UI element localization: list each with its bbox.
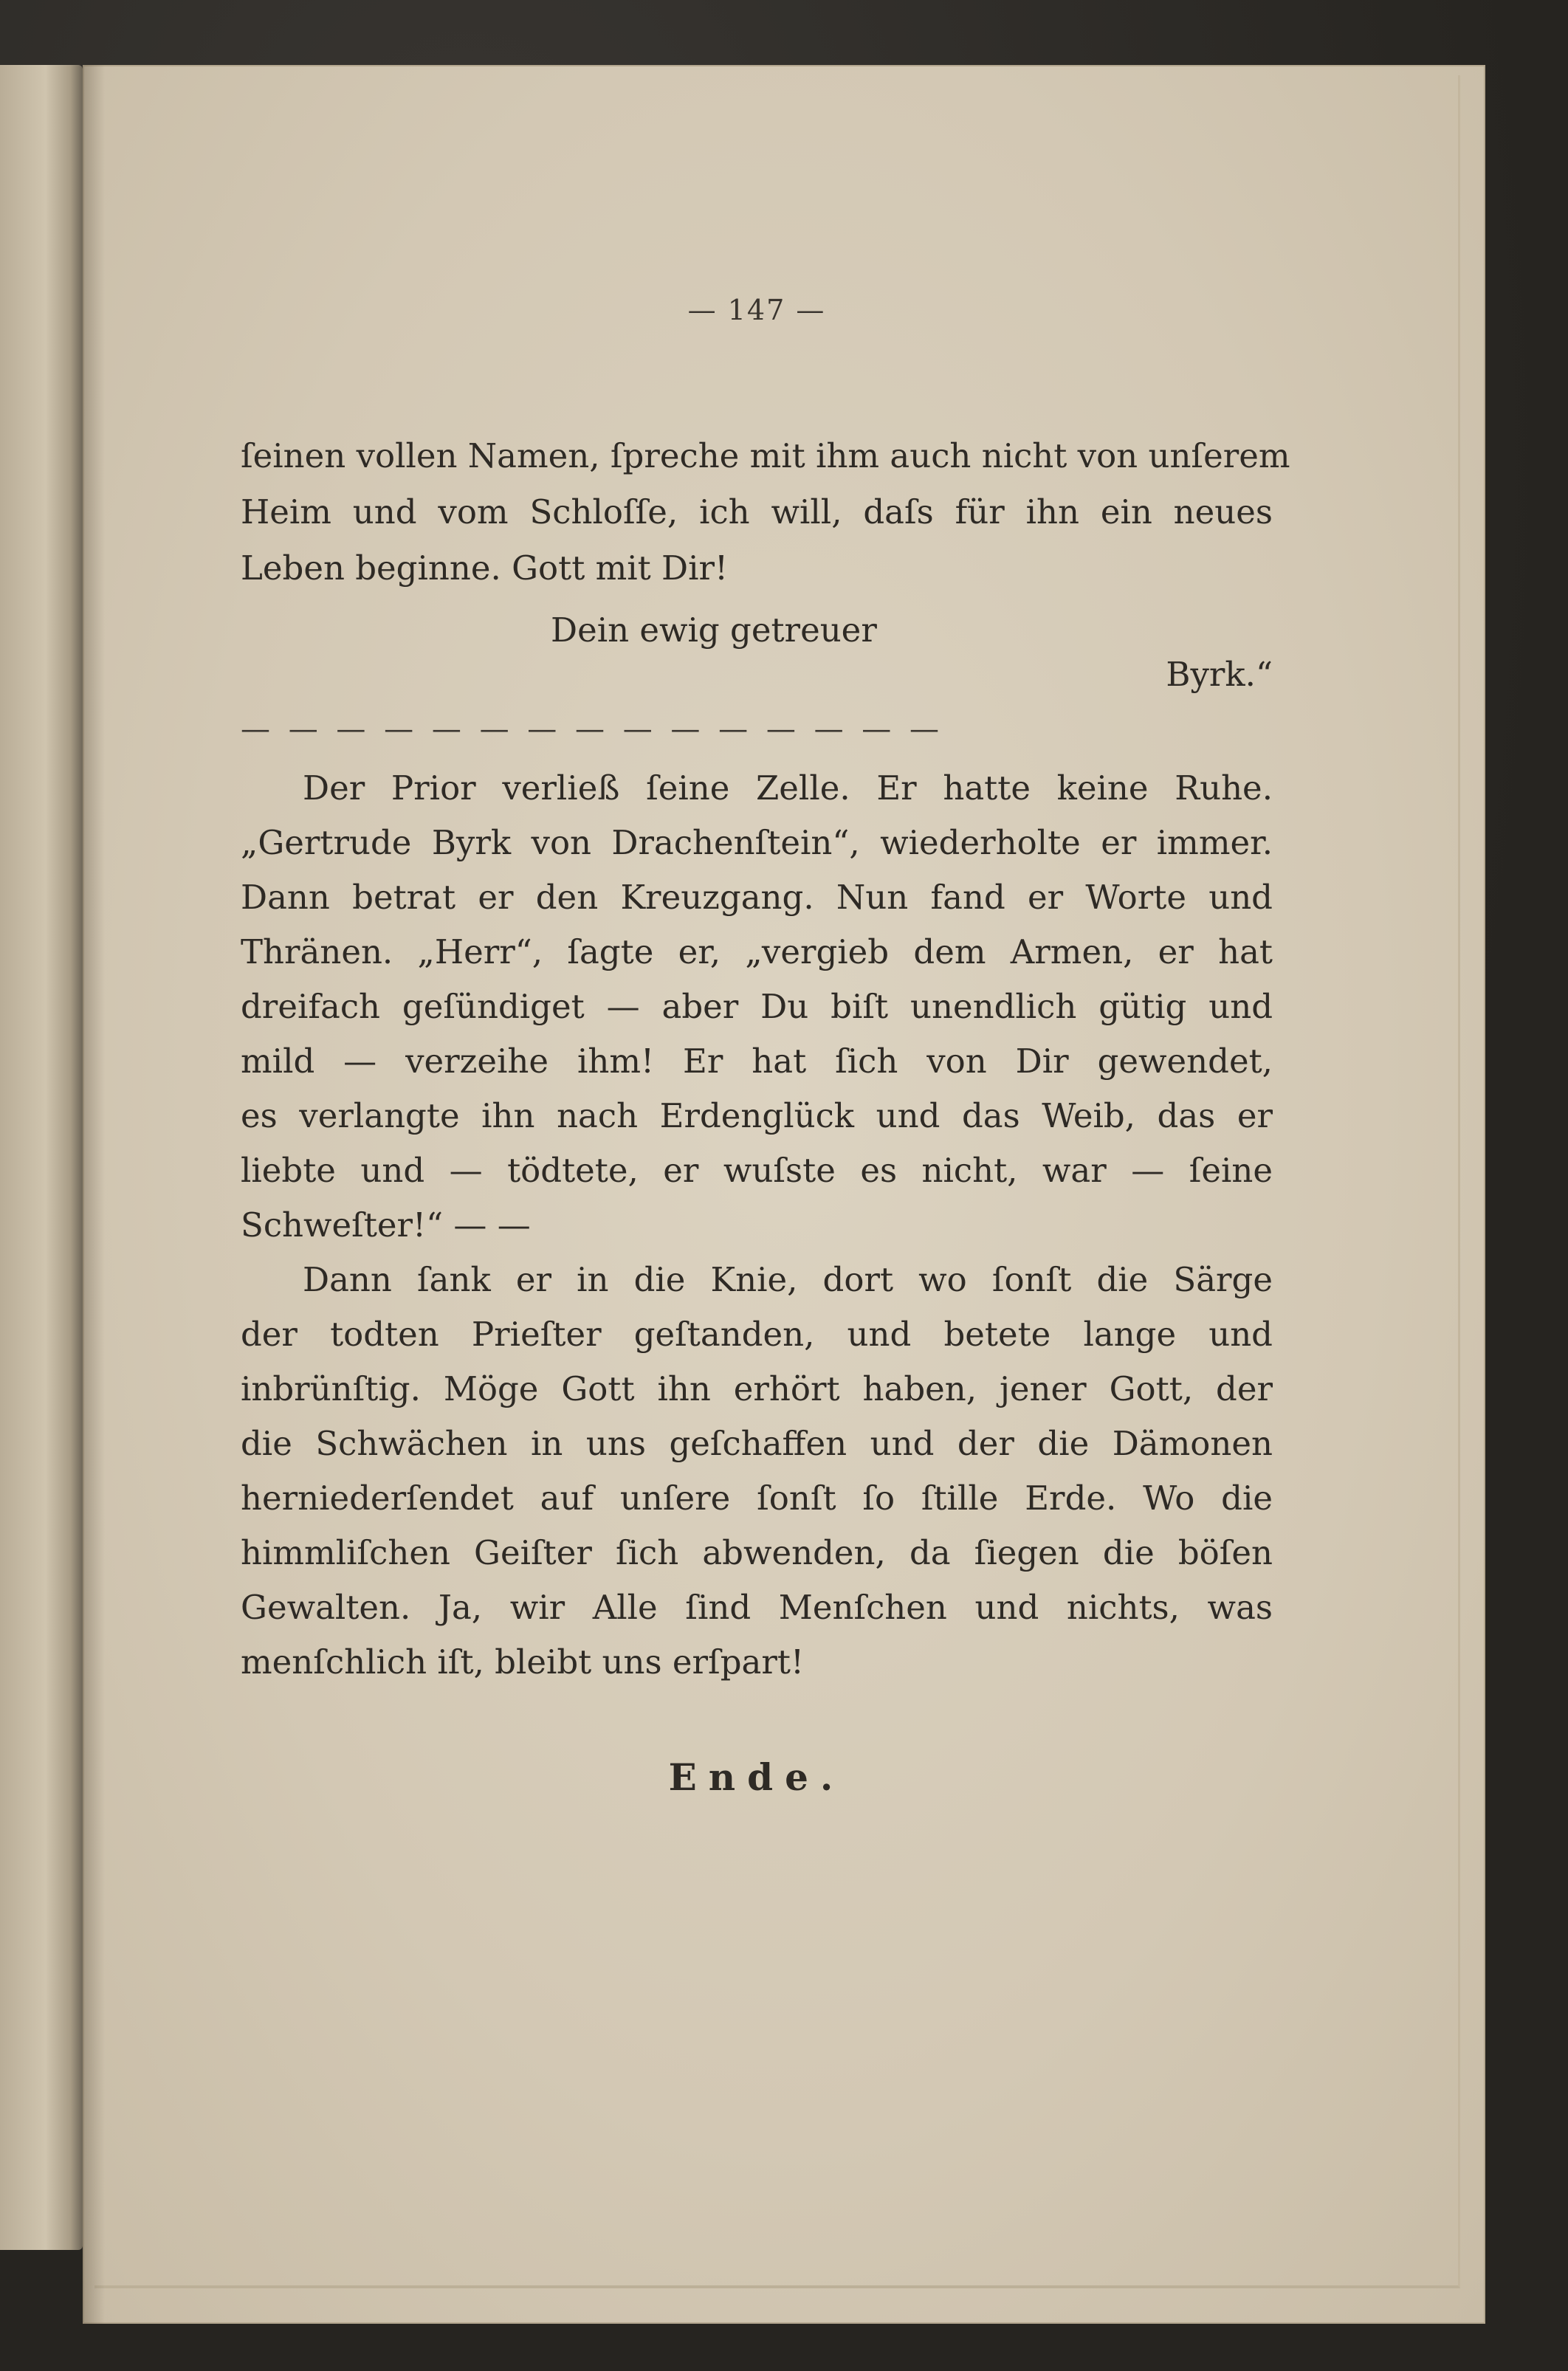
page-gutter-shadow — [83, 65, 105, 2324]
text-line: menſchlich iſt, bleibt uns erſpart! — [241, 1642, 805, 1682]
text-line: liebte und — tödtete, er wuſste es nicht, war — ſeine — [241, 1151, 1273, 1190]
text-line: Thränen. „Herr“, ſagte er, „vergieb dem Armen, er hat — [241, 932, 1273, 971]
text-line: Leben beginne. Gott mit Dir! — [241, 548, 729, 588]
text-line: Dann ſank er in die Knie, dort wo ſonſt die Särge — [303, 1260, 1273, 1299]
text-line: ſeinen vollen Namen, ſpreche mit ihm auch nicht von unſerem — [241, 436, 1290, 475]
letter-closing: Dein ewig getreuer — [551, 610, 877, 650]
page-number: — 147 — — [687, 294, 826, 326]
text-line: Der Prior verließ ſeine Zelle. Er hatte keine Ruhe. — [303, 768, 1273, 808]
text-line: dreifach geſündiget — aber Du biſt unendlich gütig und — [241, 987, 1273, 1026]
book-page — [83, 65, 1485, 2324]
text-line: der todten Prieſter geſtanden, und betete lange und — [241, 1315, 1273, 1354]
text-line: Dann betrat er den Kreuzgang. Nun fand er Worte und — [241, 878, 1273, 917]
text-line: Heim und vom Schloſſe, ich will, daſs für ihn ein neues — [241, 492, 1273, 531]
text-line: „Gertrude Byrk von Drachenſtein“, wiederholte er immer. — [241, 823, 1273, 862]
text-line: mild — verzeihe ihm! Er hat ſich von Dir gewendet, — [241, 1042, 1273, 1081]
text-line: die Schwächen in uns geſchaffen und der die Dämonen — [241, 1424, 1273, 1463]
left-page-edge — [0, 65, 83, 2250]
text-line: herniederſendet auf unſere ſonſt ſo ſtille Erde. Wo die — [241, 1479, 1273, 1518]
text-line: inbrünſtig. Möge Gott ihn erhört haben, jener Gott, der — [241, 1369, 1273, 1408]
text-line: Gewalten. Ja, wir Alle ſind Menſchen und nichts, was — [241, 1588, 1273, 1627]
text-line: es verlangte ihn nach Erdenglück und das Weib, das er — [241, 1096, 1273, 1135]
section-separator: — — — — — — — — — — — — — — — — [241, 715, 944, 744]
letter-signature: Byrk.“ — [1166, 655, 1273, 694]
end-mark: Ende. — [668, 1755, 845, 1799]
text-line: himmliſchen Geiſter ſich abwenden, da ſiegen die böſen — [241, 1533, 1273, 1572]
text-line: Schweſter!“ — — — [241, 1205, 531, 1245]
